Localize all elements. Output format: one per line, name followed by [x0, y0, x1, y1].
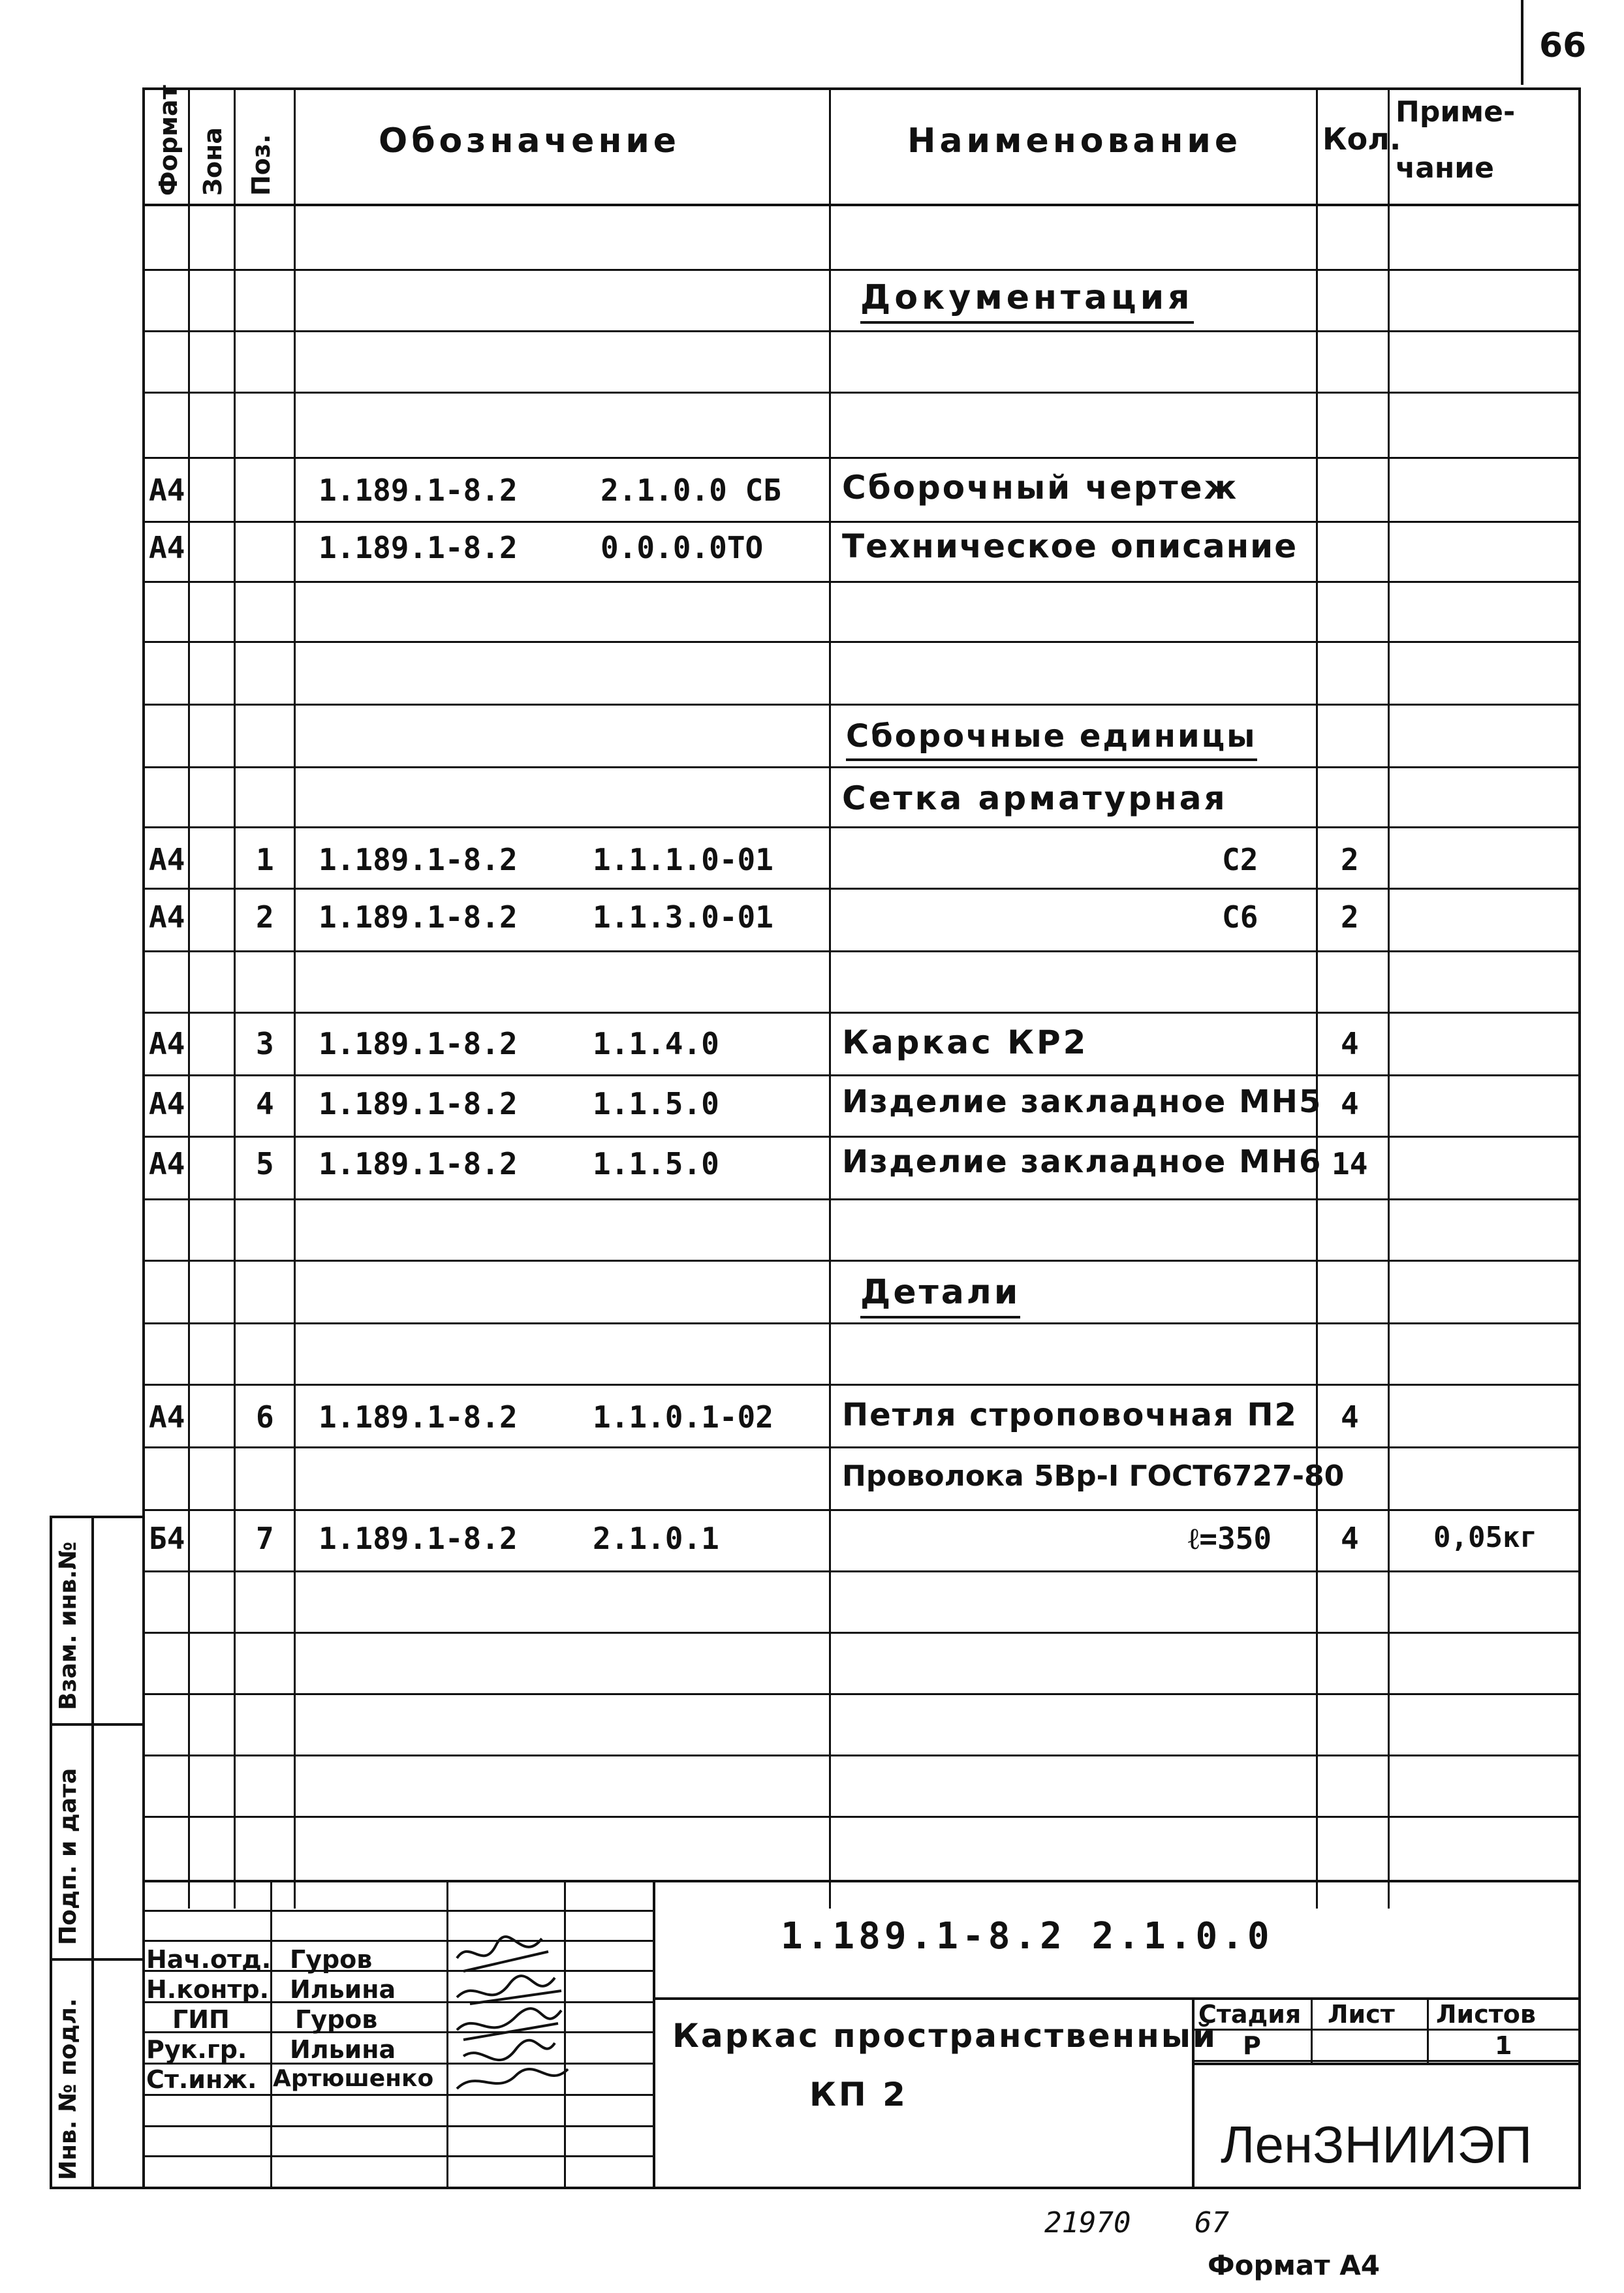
signer-role: Нач.отд.	[146, 1945, 272, 1974]
signer-name: Гуров	[295, 2005, 378, 2034]
row-qty: 4	[1341, 1399, 1359, 1435]
row-format: А4	[149, 1026, 185, 1061]
signer-role: Рук.гр.	[146, 2035, 247, 2064]
header-qty: Кол.	[1322, 121, 1401, 157]
signer-name: Ильина	[290, 1975, 396, 2004]
row-qty: 2	[1341, 899, 1359, 935]
side-inv-podl: Инв. № подл.	[55, 1998, 82, 2180]
row-qty: 14	[1332, 1146, 1368, 1181]
signer-role: ГИП	[172, 2005, 230, 2034]
section-assembly-units: Сборочные единицы	[846, 718, 1257, 761]
signer-name: Гуров	[290, 1945, 373, 1974]
row-pos: 4	[256, 1086, 274, 1121]
row-name: Каркас КР2	[842, 1023, 1089, 1061]
row-pos: 2	[256, 899, 274, 935]
row-designation-a: 1.189.1-8.2	[319, 1146, 518, 1181]
header-format: Формат	[154, 85, 183, 196]
title-line-1: Каркас пространственный	[672, 2017, 1218, 2055]
row-designation-b: 0.0.0.0ТО	[601, 530, 764, 565]
row-name: ℓ=350	[1188, 1521, 1272, 1556]
row-designation-a: 1.189.1-8.2	[319, 1086, 518, 1121]
sheets-value: 1	[1495, 2031, 1512, 2060]
signature-scribbles	[444, 1932, 587, 2102]
row-name: Техническое описание	[842, 527, 1298, 565]
stage-label: Стадия	[1198, 2000, 1302, 2029]
row-designation-b: 2.1.0.0 СБ	[601, 473, 781, 508]
signer-role: Н.контр.	[146, 1975, 270, 2004]
row-designation-b: 1.1.1.0-01	[593, 842, 773, 877]
row-name: Проволока 5Вр-I ГОСТ6727-80	[842, 1459, 1345, 1493]
row-format: А4	[149, 1146, 185, 1181]
row-qty: 4	[1341, 1086, 1359, 1121]
row-name: Сетка арматурная	[842, 779, 1228, 817]
header-pos: Поз.	[247, 134, 275, 196]
row-format: Б4	[149, 1521, 185, 1556]
footer-number-1: 21970	[1044, 2206, 1131, 2239]
row-format: А4	[149, 1086, 185, 1121]
row-designation-a: 1.189.1-8.2	[319, 842, 518, 877]
header-designation: Обозначение	[379, 121, 681, 161]
row-designation-a: 1.189.1-8.2	[319, 899, 518, 935]
sheet-number: 66	[1539, 26, 1587, 65]
row-designation-b: 1.1.5.0	[593, 1146, 719, 1181]
row-designation-a: 1.189.1-8.2	[319, 1399, 518, 1435]
header-note-1: Приме-	[1396, 95, 1516, 129]
row-designation-b: 1.1.4.0	[593, 1026, 719, 1061]
row-pos: 3	[256, 1026, 274, 1061]
footer-number-2: 67	[1195, 2206, 1229, 2239]
row-qty: 4	[1341, 1521, 1359, 1556]
row-qty: 4	[1341, 1026, 1359, 1061]
side-vzam-inv: Взам. инв.№	[55, 1541, 82, 1710]
row-qty: 2	[1341, 842, 1359, 877]
section-parts: Детали	[860, 1273, 1020, 1318]
row-designation-b: 1.1.5.0	[593, 1086, 719, 1121]
row-name: С2	[1222, 842, 1258, 877]
row-note: 0,05кг	[1433, 1521, 1537, 1554]
section-documentation: Документация	[860, 278, 1194, 324]
row-format: А4	[149, 842, 185, 877]
row-designation-b: 2.1.0.1	[593, 1521, 719, 1556]
doc-code: 1.189.1-8.2 2.1.0.0	[781, 1915, 1273, 1958]
sheet-label: Лист	[1328, 2000, 1395, 2029]
signer-name: Артюшенко	[273, 2065, 434, 2092]
header-note-2: чание	[1396, 151, 1494, 185]
row-pos: 6	[256, 1399, 274, 1435]
sheet-number-divider	[1521, 0, 1523, 85]
row-designation-a: 1.189.1-8.2	[319, 530, 518, 565]
row-name: Изделие закладное МН6	[842, 1144, 1322, 1180]
row-designation-a: 1.189.1-8.2	[319, 473, 518, 508]
footer-format: Формат А4	[1208, 2249, 1380, 2281]
row-format: А4	[149, 1399, 185, 1435]
stage-value: Р	[1243, 2031, 1261, 2060]
side-podp-data: Подп. и дата	[55, 1768, 82, 1945]
row-format: А4	[149, 473, 185, 508]
signer-role: Ст.инж.	[146, 2065, 257, 2094]
row-pos: 1	[256, 842, 274, 877]
organization: ЛенЗНИИЭП	[1221, 2115, 1533, 2174]
row-designation-b: 1.1.0.1-02	[593, 1399, 773, 1435]
header-zone: Зона	[198, 127, 227, 196]
row-format: А4	[149, 899, 185, 935]
row-designation-a: 1.189.1-8.2	[319, 1026, 518, 1061]
row-pos: 7	[256, 1521, 274, 1556]
row-designation-b: 1.1.3.0-01	[593, 899, 773, 935]
sheets-label: Листов	[1436, 2000, 1536, 2029]
row-name: Сборочный чертеж	[842, 469, 1239, 507]
header-name: Наименование	[907, 121, 1242, 161]
row-designation-a: 1.189.1-8.2	[319, 1521, 518, 1556]
row-name: С6	[1222, 899, 1258, 935]
title-line-2: КП 2	[809, 2076, 908, 2114]
signer-name: Ильина	[290, 2035, 396, 2064]
row-pos: 5	[256, 1146, 274, 1181]
row-name: Петля строповочная П2	[842, 1397, 1298, 1433]
row-format: А4	[149, 530, 185, 565]
row-name: Изделие закладное МН5	[842, 1084, 1322, 1120]
